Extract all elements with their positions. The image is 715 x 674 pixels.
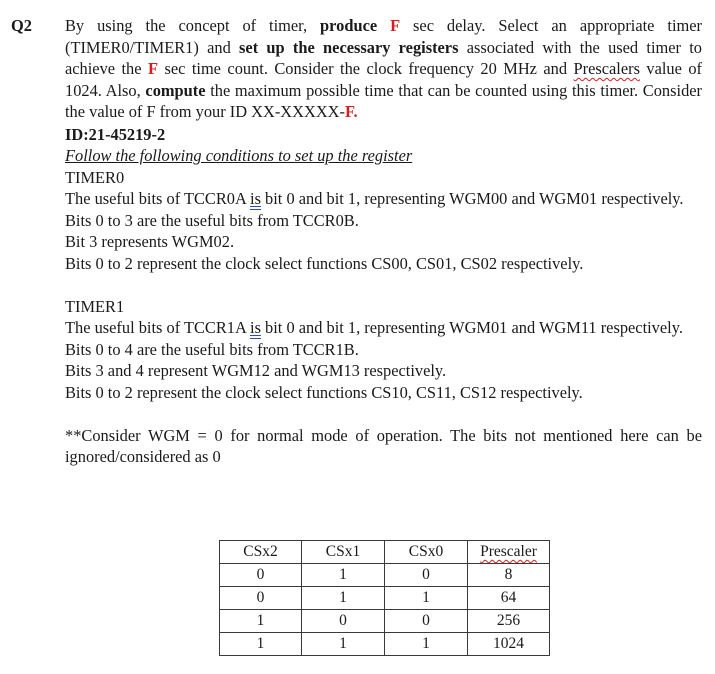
table-cell: 0 bbox=[220, 587, 302, 610]
intro-text-3: associated with the used timer to achieve the bbox=[65, 37, 702, 78]
table-cell: 0 bbox=[385, 564, 468, 587]
student-id: ID:21-45219-2 bbox=[65, 124, 166, 144]
table-header-cell: CSx2 bbox=[220, 541, 302, 564]
table-cell: 1 bbox=[385, 587, 468, 610]
timer0-p1-is: is bbox=[250, 189, 261, 208]
timer0-p1-a: The useful bits of TCCR0A bbox=[65, 189, 251, 208]
conditions-heading: Follow the following conditions to set up the register bbox=[65, 146, 413, 165]
intro-f-2: F bbox=[147, 59, 158, 78]
table-row bbox=[220, 587, 550, 610]
table-cell: 8 bbox=[468, 564, 550, 587]
table-cell: 1 bbox=[220, 633, 302, 656]
table-cell: 0 bbox=[385, 610, 468, 633]
table-row bbox=[220, 633, 550, 656]
intro-f-1: F bbox=[390, 16, 401, 35]
intro-text-4: sec time count. Consider the clock frequency 20 MHz and bbox=[158, 59, 574, 78]
intro-f-3: F. bbox=[344, 102, 358, 121]
timer1-p1-is: is bbox=[250, 318, 261, 337]
table-cell: 64 bbox=[468, 587, 550, 610]
timer0-title: TIMER0 bbox=[65, 167, 125, 187]
table-cell: 1024 bbox=[468, 633, 550, 656]
timer1-p1 bbox=[65, 317, 702, 339]
intro-text-6: the maximum possible time that can be counted using this timer. Consider the value of F from your ID XX-XXXXX- bbox=[65, 80, 702, 121]
question-body bbox=[65, 15, 702, 468]
intro-bold-setup: set up the necessary registers bbox=[239, 37, 459, 57]
table-cell: 0 bbox=[220, 564, 302, 587]
timer0-p1-b: bit 0 and bit 1, representing WGM00 and WGM01 respectively. bbox=[260, 189, 684, 208]
table-header-cell-prescaler: Prescaler bbox=[468, 541, 550, 564]
timer1-p2: Bits 0 to 4 are the useful bits from TCCR1B. bbox=[65, 339, 359, 359]
intro-prescalers: Prescalers bbox=[573, 59, 640, 78]
table-cell: 1 bbox=[385, 633, 468, 656]
note-text: **Consider WGM = 0 for normal mode of operation. The bits not mentioned here can be ignored/considered as 0 bbox=[65, 425, 702, 466]
timer0-p3: Bit 3 represents WGM02. bbox=[65, 232, 235, 251]
timer1-p3: Bits 3 and 4 represent WGM12 and WGM13 respectively. bbox=[65, 361, 447, 380]
question-number: Q2 bbox=[11, 16, 32, 35]
table-cell: 0 bbox=[302, 610, 385, 633]
timer0-p2: Bits 0 to 3 are the useful bits from TCCR0B. bbox=[65, 210, 359, 230]
table-row bbox=[220, 610, 550, 633]
table-cell: 1 bbox=[302, 564, 385, 587]
timer1-p1-a: The useful bits of TCCR1A bbox=[65, 318, 251, 337]
timer1-p4: Bits 0 to 2 represent the clock select functions CS10, CS11, CS12 respectively. bbox=[65, 382, 583, 402]
timer1-title: TIMER1 bbox=[65, 296, 125, 316]
intro-bold-compute: compute bbox=[145, 80, 206, 100]
table-header-cell: CSx0 bbox=[385, 541, 468, 564]
table-cell: 1 bbox=[302, 633, 385, 656]
prescaler-table bbox=[219, 540, 550, 656]
intro-bold-produce: produce bbox=[320, 16, 378, 35]
table-header-cell: CSx1 bbox=[302, 541, 385, 564]
question-intro bbox=[65, 15, 702, 123]
timer0-p4: Bits 0 to 2 represent the clock select functions CS00, CS01, CS02 respectively. bbox=[65, 253, 584, 273]
spacer bbox=[65, 274, 702, 296]
intro-text-5: value of 1024. Also, bbox=[65, 59, 703, 100]
spacer bbox=[65, 403, 702, 425]
intro-text-1: By using the concept of timer, bbox=[65, 16, 321, 35]
table-cell: 1 bbox=[302, 587, 385, 610]
table-cell: 256 bbox=[468, 610, 550, 633]
table-row bbox=[220, 564, 550, 587]
timer1-p1-b: bit 0 and bit 1, representing WGM01 and WGM11 respectively. bbox=[260, 318, 683, 337]
table-cell: 1 bbox=[220, 610, 302, 633]
timer0-p1 bbox=[65, 188, 702, 210]
intro-text-2: sec delay. Select an appropriate timer (TIMER0/TIMER1) and bbox=[65, 16, 703, 57]
table-header-row bbox=[220, 541, 550, 564]
